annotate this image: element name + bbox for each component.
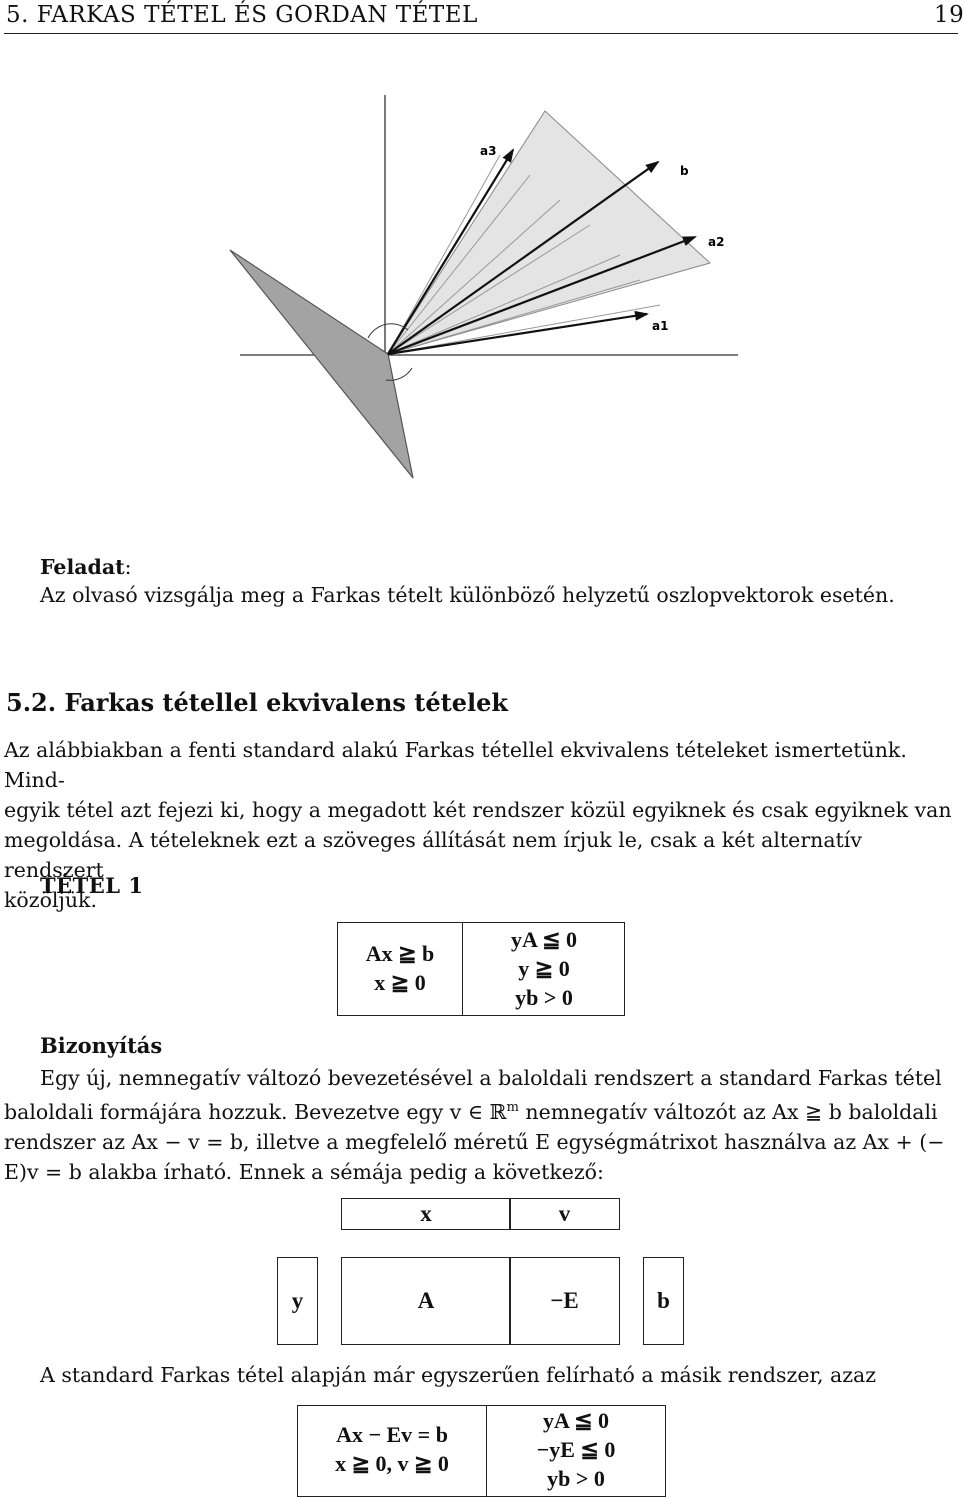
final-left-system: Ax − Ev = b x ≧ 0, v ≧ 0 (335, 1422, 449, 1476)
proof-text (4, 1063, 959, 1187)
cone-figure (0, 90, 960, 510)
theorem-box (337, 922, 625, 1016)
schema-y: y (277, 1257, 318, 1345)
theorem-right-system: yA ≦ 0 y ≧ 0 yb > 0 (510, 927, 578, 1010)
label-a3: a3 (480, 144, 497, 158)
paragraph-line: megoldása. A tételeknek ezt a szöveges állítását nem írjuk le, csak a két alternatív rendszert (4, 828, 862, 882)
label-a1: a1 (652, 319, 669, 333)
schema-v: v (509, 1198, 620, 1230)
theorem-title: TÉTEL 1 (40, 873, 144, 898)
schema-b: b (643, 1257, 684, 1345)
final-system-box (297, 1405, 666, 1497)
final-divider (486, 1406, 487, 1496)
running-header-title: 5. FARKAS TÉTEL ÉS GORDAN TÉTEL (6, 2, 478, 28)
section-paragraph (4, 735, 959, 915)
proof-line: baloldali formájára hozzuk. Bevezetve egy v ∈ ℝ$^m$ nemnegatív változót az Ax ≧ b baloldali (4, 1099, 938, 1124)
light-cone (388, 111, 710, 354)
paragraph-line: egyik tétel azt fejezi ki, hogy a megadott két rendszer közül egyiknek és csak egyiknek van (4, 798, 952, 822)
header-rule (4, 33, 958, 34)
label-a2: a2 (708, 235, 725, 249)
label-b: b (680, 164, 689, 178)
schema-A: A (341, 1257, 511, 1345)
final-right-system: yA ≦ 0 −yE ≦ 0 yb > 0 (536, 1408, 616, 1491)
proof-line: E)v = b alakba írható. Ennek a sémája pedig a következő: (4, 1159, 604, 1184)
proof-line: rendszer az Ax − v = b, illetve a megfelelő méretű E egységmátrixot használva az Ax + (− (4, 1129, 945, 1154)
conclusion-text: A standard Farkas tétel alapján már egyszerűen felírható a másik rendszer, azaz (40, 1363, 877, 1387)
schema-x: x (341, 1198, 511, 1230)
page-number: 19 (934, 2, 964, 28)
theorem-left-system: Ax ≧ b x ≧ 0 (365, 941, 435, 995)
section-heading: 5.2. Farkas tétellel ekvivalens tételek (6, 688, 509, 717)
paragraph-line: közöljük. (4, 888, 97, 912)
proof-title: Bizonyítás (40, 1033, 163, 1058)
theorem-divider (462, 923, 463, 1015)
task-title: Feladat: (40, 555, 132, 579)
task-text: Az olvasó vizsgálja meg a Farkas tételt különböző helyzetű oszlopvektorok esetén. (40, 583, 895, 607)
schema-minus-E: −E (509, 1257, 620, 1345)
paragraph-line: Az alábbiakban a fenti standard alakú Farkas tétellel ekvivalens tételeket ismertetünk. Mind- (4, 738, 907, 792)
proof-line: Egy új, nemnegatív változó bevezetésével a baloldali rendszert a standard Farkas tétel (40, 1066, 942, 1090)
